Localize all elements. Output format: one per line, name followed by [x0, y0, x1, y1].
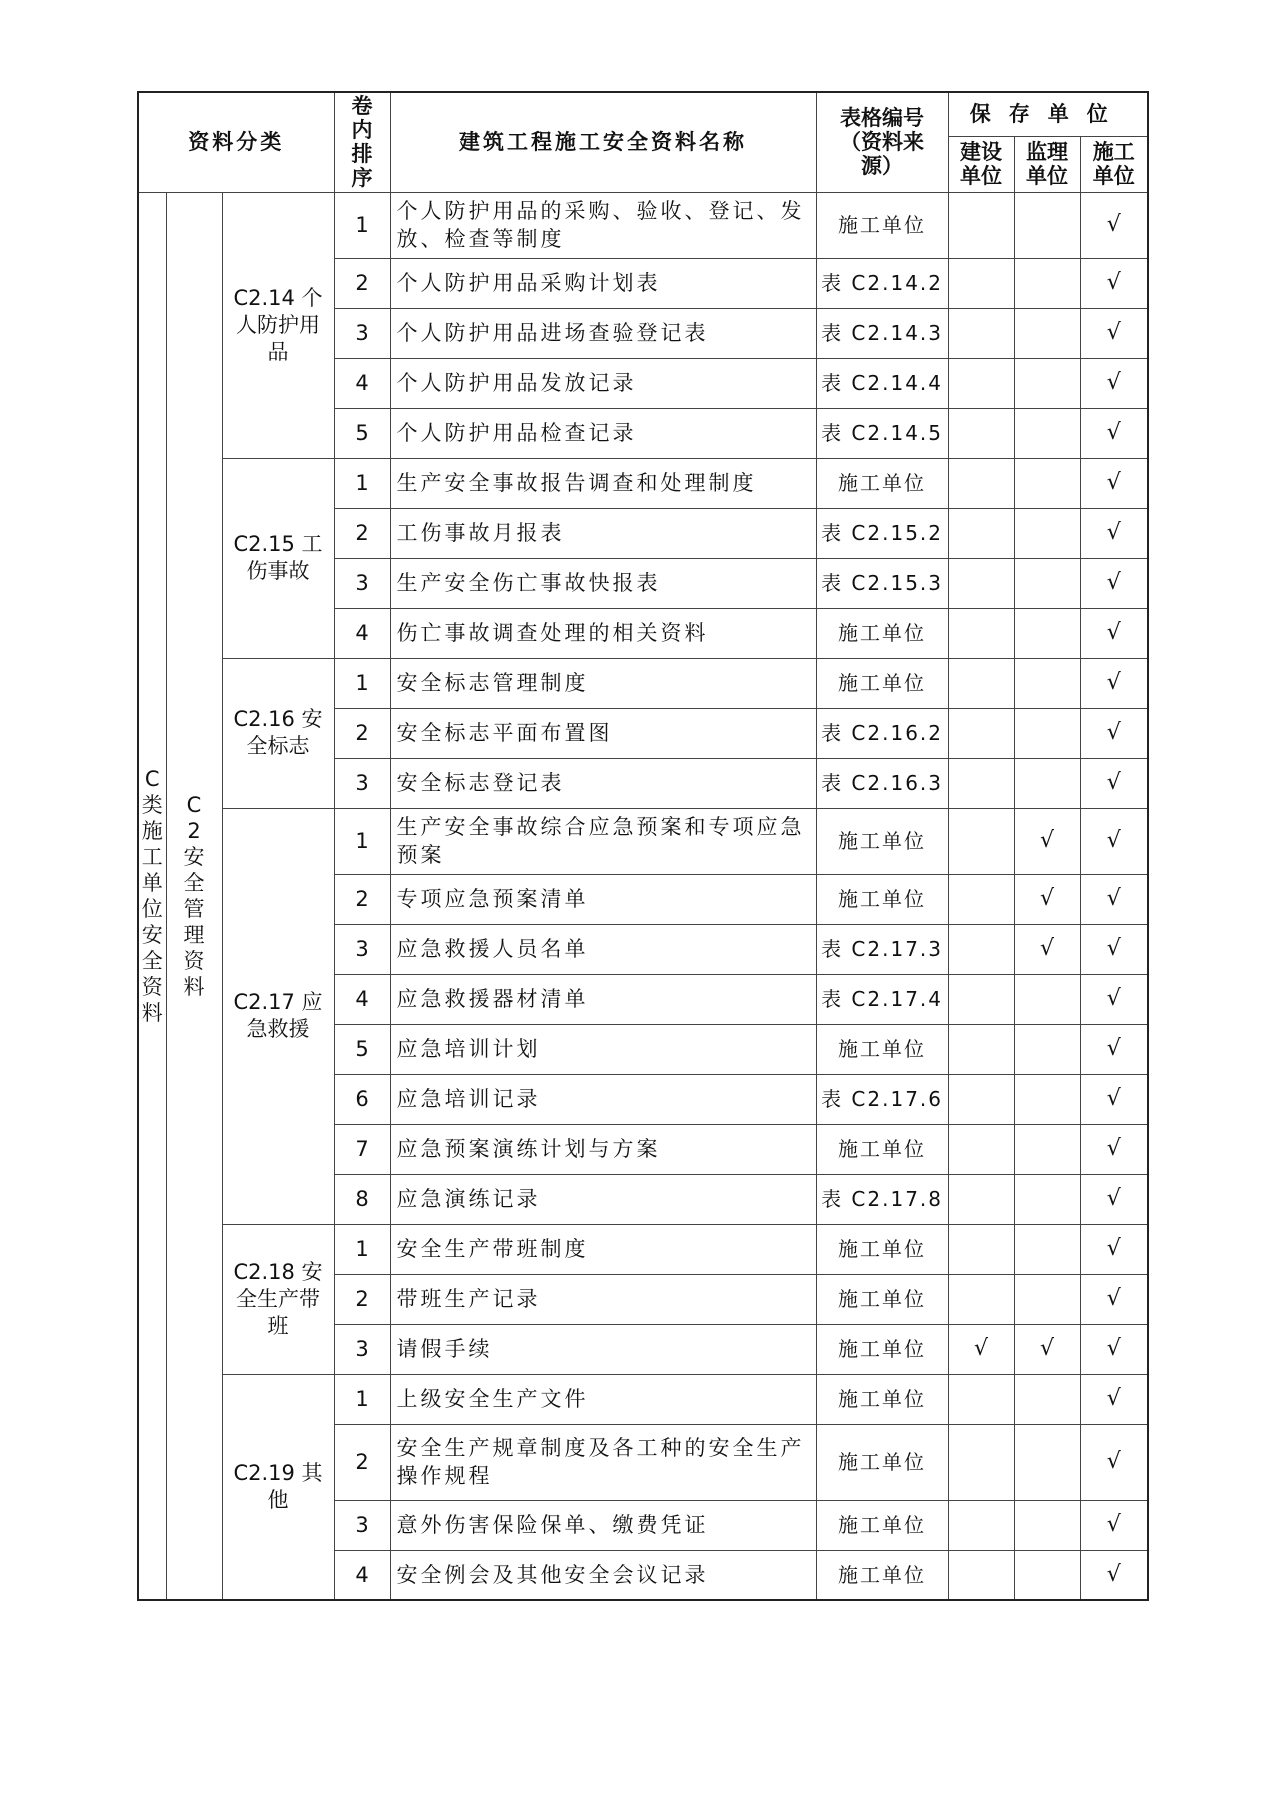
row-name: 工伤事故月报表	[390, 508, 816, 558]
row-name: 带班生产记录	[390, 1274, 816, 1324]
row-seq: 1	[334, 1374, 390, 1424]
row-check-supervise	[1014, 1550, 1080, 1600]
row-check-build	[948, 308, 1014, 358]
row-seq: 6	[334, 1074, 390, 1124]
row-check-construct: √	[1080, 1424, 1148, 1500]
header-save-units: 保存单位	[948, 92, 1148, 136]
row-form-no: 表 C2.17.4	[816, 974, 948, 1024]
row-form-no: 表 C2.17.3	[816, 924, 948, 974]
row-seq: 3	[334, 1324, 390, 1374]
row-check-supervise	[1014, 308, 1080, 358]
row-check-construct: √	[1080, 1024, 1148, 1074]
row-check-construct: √	[1080, 1124, 1148, 1174]
row-form-no: 施工单位	[816, 1274, 948, 1324]
row-check-supervise	[1014, 658, 1080, 708]
row-name: 安全标志管理制度	[390, 658, 816, 708]
row-form-no: 表 C2.15.2	[816, 508, 948, 558]
safety-records-table	[137, 91, 1149, 1601]
row-check-build	[948, 1550, 1014, 1600]
row-check-build	[948, 1174, 1014, 1224]
row-check-supervise	[1014, 974, 1080, 1024]
row-check-construct: √	[1080, 1324, 1148, 1374]
row-name: 应急救援人员名单	[390, 924, 816, 974]
row-check-supervise	[1014, 408, 1080, 458]
row-check-build	[948, 408, 1014, 458]
table-row	[138, 1374, 1148, 1424]
row-seq: 1	[334, 458, 390, 508]
row-form-no: 表 C2.15.3	[816, 558, 948, 608]
row-check-build	[948, 1074, 1014, 1124]
row-check-build	[948, 758, 1014, 808]
row-form-no: 施工单位	[816, 1024, 948, 1074]
group-title: C2.17 应急救援	[222, 808, 334, 1224]
row-name: 上级安全生产文件	[390, 1374, 816, 1424]
row-name: 个人防护用品进场查验登记表	[390, 308, 816, 358]
row-seq: 3	[334, 558, 390, 608]
row-check-construct: √	[1080, 608, 1148, 658]
row-check-build	[948, 1500, 1014, 1550]
row-check-construct: √	[1080, 1550, 1148, 1600]
row-name: 个人防护用品检查记录	[390, 408, 816, 458]
level2-category: C2安全管理资料	[166, 192, 222, 1600]
row-seq: 2	[334, 1274, 390, 1324]
row-check-construct: √	[1080, 408, 1148, 458]
row-check-construct: √	[1080, 708, 1148, 758]
row-check-construct: √	[1080, 508, 1148, 558]
row-seq: 1	[334, 658, 390, 708]
row-name: 个人防护用品发放记录	[390, 358, 816, 408]
row-name: 生产安全伤亡事故快报表	[390, 558, 816, 608]
row-check-construct: √	[1080, 358, 1148, 408]
row-check-supervise	[1014, 1124, 1080, 1174]
header-row	[138, 92, 1148, 136]
row-check-construct: √	[1080, 458, 1148, 508]
row-name: 安全标志登记表	[390, 758, 816, 808]
row-check-construct: √	[1080, 974, 1148, 1024]
row-check-construct: √	[1080, 558, 1148, 608]
row-check-supervise	[1014, 1174, 1080, 1224]
row-seq: 2	[334, 508, 390, 558]
row-seq: 2	[334, 874, 390, 924]
row-check-build	[948, 192, 1014, 258]
table-row	[138, 192, 1148, 258]
table-row	[138, 458, 1148, 508]
row-check-supervise: √	[1014, 924, 1080, 974]
row-form-no: 表 C2.17.6	[816, 1074, 948, 1124]
row-check-supervise	[1014, 758, 1080, 808]
row-check-construct: √	[1080, 1374, 1148, 1424]
row-check-supervise	[1014, 192, 1080, 258]
level1-category: C类施工单位安全资料	[138, 192, 166, 1600]
row-form-no: 施工单位	[816, 658, 948, 708]
row-seq: 2	[334, 258, 390, 308]
row-name: 应急培训计划	[390, 1024, 816, 1074]
row-check-build: √	[948, 1324, 1014, 1374]
row-check-supervise	[1014, 358, 1080, 408]
row-check-construct: √	[1080, 1224, 1148, 1274]
row-name: 专项应急预案清单	[390, 874, 816, 924]
row-check-supervise	[1014, 608, 1080, 658]
row-seq: 1	[334, 192, 390, 258]
row-check-construct: √	[1080, 258, 1148, 308]
row-check-supervise	[1014, 508, 1080, 558]
row-check-supervise	[1014, 1424, 1080, 1500]
row-form-no: 表 C2.14.3	[816, 308, 948, 358]
row-check-build	[948, 924, 1014, 974]
row-check-build	[948, 1224, 1014, 1274]
row-check-supervise	[1014, 558, 1080, 608]
row-check-build	[948, 258, 1014, 308]
row-check-supervise: √	[1014, 1324, 1080, 1374]
row-form-no: 施工单位	[816, 1224, 948, 1274]
row-form-no: 施工单位	[816, 808, 948, 874]
group-title: C2.14 个人防护用品	[222, 192, 334, 458]
row-form-no: 施工单位	[816, 192, 948, 258]
row-check-supervise	[1014, 1500, 1080, 1550]
header-category: 资料分类	[138, 92, 334, 192]
row-check-construct: √	[1080, 808, 1148, 874]
row-check-supervise	[1014, 708, 1080, 758]
row-name: 个人防护用品的采购、验收、登记、发放、检查等制度	[390, 192, 816, 258]
row-check-supervise	[1014, 458, 1080, 508]
row-check-supervise: √	[1014, 874, 1080, 924]
group-title: C2.19 其他	[222, 1374, 334, 1600]
row-form-no: 施工单位	[816, 1500, 948, 1550]
row-check-build	[948, 508, 1014, 558]
row-seq: 3	[334, 758, 390, 808]
row-name: 个人防护用品采购计划表	[390, 258, 816, 308]
header-unit-build: 建设单位	[948, 136, 1014, 192]
row-check-build	[948, 708, 1014, 758]
row-seq: 3	[334, 924, 390, 974]
row-form-no: 表 C2.14.2	[816, 258, 948, 308]
row-check-supervise	[1014, 1224, 1080, 1274]
group-title: C2.18 安全生产带班	[222, 1224, 334, 1374]
header-unit-construct: 施工单位	[1080, 136, 1148, 192]
row-seq: 7	[334, 1124, 390, 1174]
row-check-build	[948, 1374, 1014, 1424]
header-form-no: 表格编号（资料来源）	[816, 92, 948, 192]
row-check-construct: √	[1080, 924, 1148, 974]
row-name: 安全例会及其他安全会议记录	[390, 1550, 816, 1600]
row-form-no: 施工单位	[816, 1124, 948, 1174]
row-form-no: 施工单位	[816, 1550, 948, 1600]
row-check-supervise: √	[1014, 808, 1080, 874]
row-name: 伤亡事故调查处理的相关资料	[390, 608, 816, 658]
row-check-build	[948, 808, 1014, 874]
row-name: 意外伤害保险保单、缴费凭证	[390, 1500, 816, 1550]
row-seq: 4	[334, 974, 390, 1024]
row-check-construct: √	[1080, 758, 1148, 808]
row-form-no: 表 C2.16.3	[816, 758, 948, 808]
row-name: 应急救援器材清单	[390, 974, 816, 1024]
row-form-no: 表 C2.14.4	[816, 358, 948, 408]
row-check-construct: √	[1080, 1174, 1148, 1224]
row-check-supervise	[1014, 1274, 1080, 1324]
row-name: 安全生产带班制度	[390, 1224, 816, 1274]
row-form-no: 施工单位	[816, 458, 948, 508]
row-form-no: 表 C2.14.5	[816, 408, 948, 458]
row-check-construct: √	[1080, 1500, 1148, 1550]
row-check-construct: √	[1080, 1274, 1148, 1324]
table-row	[138, 808, 1148, 874]
row-form-no: 施工单位	[816, 874, 948, 924]
row-form-no: 施工单位	[816, 1424, 948, 1500]
row-name: 安全标志平面布置图	[390, 708, 816, 758]
row-name: 安全生产规章制度及各工种的安全生产操作规程	[390, 1424, 816, 1500]
row-check-build	[948, 874, 1014, 924]
row-check-build	[948, 1424, 1014, 1500]
row-check-construct: √	[1080, 192, 1148, 258]
header-name: 建筑工程施工安全资料名称	[390, 92, 816, 192]
row-check-build	[948, 658, 1014, 708]
row-seq: 1	[334, 808, 390, 874]
row-name: 请假手续	[390, 1324, 816, 1374]
group-title: C2.16 安全标志	[222, 658, 334, 808]
row-name: 应急演练记录	[390, 1174, 816, 1224]
row-check-build	[948, 1124, 1014, 1174]
row-form-no: 施工单位	[816, 1374, 948, 1424]
row-seq: 1	[334, 1224, 390, 1274]
row-seq: 3	[334, 308, 390, 358]
row-check-supervise	[1014, 1074, 1080, 1124]
table-row	[138, 1224, 1148, 1274]
row-name: 应急预案演练计划与方案	[390, 1124, 816, 1174]
row-seq: 5	[334, 408, 390, 458]
row-form-no: 表 C2.16.2	[816, 708, 948, 758]
row-seq: 2	[334, 708, 390, 758]
row-check-construct: √	[1080, 1074, 1148, 1124]
row-name: 应急培训记录	[390, 1074, 816, 1124]
row-check-build	[948, 1024, 1014, 1074]
row-seq: 4	[334, 1550, 390, 1600]
row-check-supervise	[1014, 1374, 1080, 1424]
row-form-no: 表 C2.17.8	[816, 1174, 948, 1224]
row-check-supervise	[1014, 258, 1080, 308]
row-check-supervise	[1014, 1024, 1080, 1074]
row-check-build	[948, 608, 1014, 658]
row-check-build	[948, 974, 1014, 1024]
row-check-build	[948, 558, 1014, 608]
row-seq: 5	[334, 1024, 390, 1074]
table-row	[138, 658, 1148, 708]
row-name: 生产安全事故报告调查和处理制度	[390, 458, 816, 508]
header-seq: 卷内排序	[334, 92, 390, 192]
row-form-no: 施工单位	[816, 608, 948, 658]
row-check-build	[948, 358, 1014, 408]
row-check-construct: √	[1080, 308, 1148, 358]
row-seq: 3	[334, 1500, 390, 1550]
row-check-build	[948, 458, 1014, 508]
row-seq: 4	[334, 358, 390, 408]
row-seq: 2	[334, 1424, 390, 1500]
row-check-construct: √	[1080, 874, 1148, 924]
row-name: 生产安全事故综合应急预案和专项应急预案	[390, 808, 816, 874]
row-seq: 4	[334, 608, 390, 658]
row-seq: 8	[334, 1174, 390, 1224]
row-form-no: 施工单位	[816, 1324, 948, 1374]
row-check-build	[948, 1274, 1014, 1324]
row-check-construct: √	[1080, 658, 1148, 708]
header-unit-supervise: 监理单位	[1014, 136, 1080, 192]
group-title: C2.15 工伤事故	[222, 458, 334, 658]
